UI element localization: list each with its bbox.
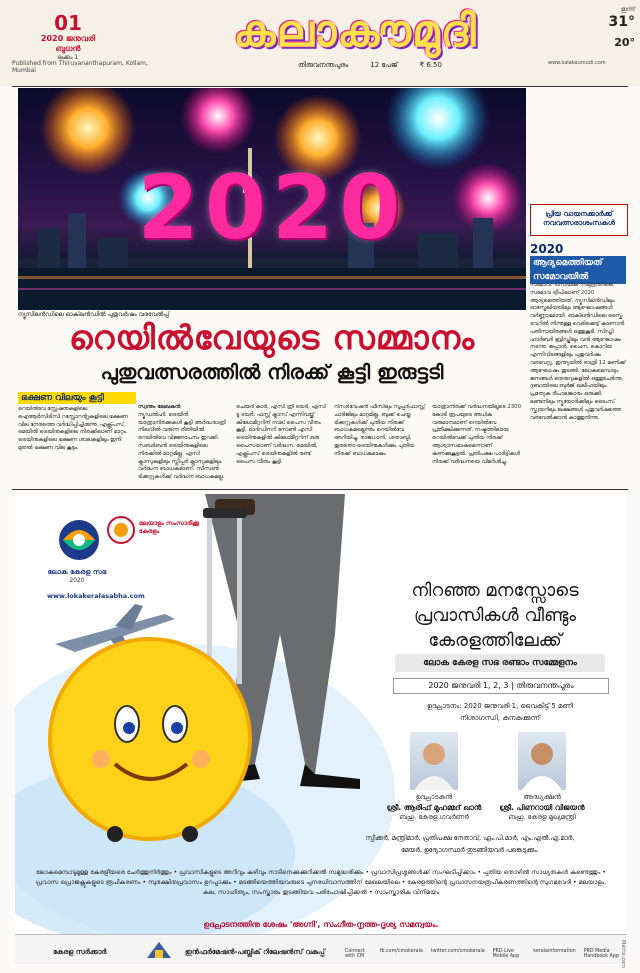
photo-caption: ന്യൂസിലൻഡിലെ ഓക്‌ലൻഡിൽ പുതുവർഷം വരവേൽപ്പ് (18, 311, 170, 318)
greeting-line-2: നവവത്സരാശംസകൾ (543, 219, 615, 227)
editions-line: Published from Thiruvananthapuram, Kollam, Mumbai (12, 60, 148, 74)
masthead-rule (12, 86, 628, 87)
social-link-3[interactable]: twitter.com/cmokerala (430, 949, 485, 954)
lks-logo-icon (55, 516, 103, 564)
side-story-title-1: ആദ്യമെത്തിയത് (530, 256, 626, 270)
govt-label: കേരള സർക്കാർ (53, 948, 107, 956)
side-story-title-2: സമോവയിൽ (530, 270, 626, 284)
social-link-6[interactable]: PRD Media Handbook App (583, 949, 619, 959)
seal-text: മലയാളം സംസാരിക്കൂ കേരളം (139, 520, 199, 535)
person2-label: അദ്ധ്യക്ഷൻ (523, 793, 561, 801)
social-link-1[interactable]: Connect with CM (345, 949, 365, 959)
story-column-4: റിസർവേഷൻ ഫീസിലും സൂപ്പർഫാസ്റ്റ് ചാർജിലും മാറ്റമില്ല. ബുക്ക് ചെയ്ത ടിക്കറ്റുകൾക്ക് പുതിയ നിരക്ക് ബാധകമല്ലെന്നും റെയിൽവേ അറിയിച്ചു. രാജധാനി, ശതാബ്ദി, തുരന്തോ ട്രെയിനുകൾക്കും പുതിയ നിരക്ക് ബാധകമാകും. (334, 404, 425, 457)
today-label: ഇന്ന് (621, 6, 635, 13)
city: തിരുവനന്തപുരം (298, 61, 349, 69)
story-column-2-text: ന്യൂഡൽഹി: ട്രെയിൻ യാത്രാനിരക്കുകൾ കൂട്ടി അർദ്ധരാത്രി നിലവിൽ വരുന്ന രീതിയിൽ റെയിൽവേ വിജ്ഞാപനം ഇറക്കി. സബർബൻ ട്രെയിനുകളിലെ നിരക്കിൽ മാറ്റമില്ല. എസി ക്ലാസുകളിലും സ്ലീപ്പർ ക്ലാസുകളിലും വർദ്ധന ബാധകമാണ്. സീസൺ ടിക്കറ്റുകൾക്ക് വർദ്ധന ബാധകമല്ല. (138, 411, 226, 481)
fireworks-photo (18, 88, 526, 310)
masthead-subline (180, 61, 560, 70)
ad-tagline: ഉദ്ഘാടനത്തിനു ശേഷം 'അഗ്നി', സംഗീത-നൃത്ത-ദൃശ്യ സമന്വയം. (203, 920, 439, 929)
social-links (345, 949, 625, 959)
governor-portrait (410, 732, 458, 790)
agency-credit: Matrix.com (620, 940, 626, 969)
story-column-1: റെയിൽവേ സ്റ്റേഷനുകളിലെ ഐആർസിടിസി റസ്റ്റോറന്റുകളിലെ ഭക്ഷണ വില നേരത്തെ വർദ്ധിപ്പിച്ചിരുന്നു. എക്സ്പ്രസ്, മെയിൽ ട്രെയിനുകളിലെ നിരക്കിലാണ് മാറ്റം. ട്രെയിനുകളിലെ ഭക്ഷണ ശാലകളിലും ഇനി മുതൽ ഭക്ഷണ വില കൂടും. (18, 406, 128, 451)
side-kicker: ഭക്ഷണ വിലയും കൂട്ടി (18, 392, 136, 404)
lks-advertisement (15, 494, 627, 964)
date-line: 2020 ജനുവരി (40, 34, 96, 43)
story-column-5: യാത്രാനിരക്ക് വർദ്ധനയിലൂടെ 2300 കോടി രൂപയുടെ അധിക വരുമാനമാണ് റെയിൽവേ പ്രതീക്ഷിക്കുന്നത്. നഷ്ടത്തിലായ റെയിൽവേക്ക് പുതിയ നിരക്ക് ആശ്വാസമാകുമെന്നാണ് കണക്കുകൂട്ടൽ. പ്രതിപക്ഷ പാർട്ടികൾ നിരക്ക് വർദ്ധനയെ വിമർശിച്ചു. (432, 404, 522, 465)
ad-bullets: ലോകമെമ്പാടുമുള്ള കേരളീയരെ ചേർത്തുനിർത്തും • പ്രവാസികളുടെ അറിവും കഴിവും നാടിനെക്കുക്കുറിക്കൽ സമുദ്ധരിക്കും • പ്രവാസിപ്രശ്നങ്ങൾക്ക് സംഘടിപ്പിക്കാം • പുതിയ തൊഴിൽ സാധ്യതകൾ കണ്ടെത്തും • പ്രവാസ പ്രൊജക്റ്റുകളുടെ രൂപീകരണം • സുരക്ഷിതപ്രവാസം ഉറപ്പാക്കും • മടങ്ങിയെത്തിയവരുടെ പുനരധിവാസത്തിന് മേഖലയിലെ • കേരളത്തിന്റെ പ്രവാസനയരൂപീകരണത്തിന്റെ സുഗമവേദി • മലയാളം, കല, സാഹിത്യം, സംസ്കാരം തുടങ്ങിയവ പരിപോഷിപ്പിക്കൽ • സാംസ്കാരിക വിനിമയം (35, 869, 607, 896)
ad-divider (12, 489, 628, 490)
ad-headline: നിറഞ്ഞ മനസ്സോടെ പ്രവാസികൾ വീണ്ടും കേരളത്തിലേക്ക് (411, 580, 579, 651)
state-emblem-icon (145, 940, 173, 960)
person1-label: ഉദ്ഘാടകൻ (415, 793, 453, 801)
price: ₹ 6.50 (419, 61, 442, 69)
day-number: 01 (54, 11, 82, 35)
ad-venue: നിശാഗന്ധി, കനകക്കുന്ന് (459, 714, 541, 722)
person-icon (518, 732, 566, 790)
page-count: 12 പേജ് (370, 61, 398, 69)
person1-role: ബഹു. കേരള ഗവർണർ (399, 813, 469, 821)
ad-guests-1: സ്പീക്കർ, മന്ത്രിമാർ, പ്രതിപക്ഷ നേതാവ്, എം.പി.മാർ, എം.എൽ.എ.മാർ, (365, 834, 575, 842)
weather-box (575, 6, 635, 49)
side-story-body: സമോവ: പസഫിക് സമുദ്രത്തിലെ സമോവ ദ്വീപിലാണ് 2020 ആദ്യമെത്തിയത്. ന്യൂസിലൻഡിലും ഓസ്ട്രേലിയയിലും ആഘോഷങ്ങൾ വർണ്ണാഭമായി. ഓക്‌ലൻഡിലെ സ്കൈ ടവറിൽ നിന്നുള്ള വെടിക്കെട്ട് കാണാൻ പതിനായിരങ്ങൾ ഒത്തുകൂടി. സിഡ്നി ഹാർബർ ബ്രിഡ്ജിലും വൻ ആഘോഷം നടന്നു. ജപ്പാൻ, ചൈന, കൊറിയ എന്നിവിടങ്ങളിലും പുതുവർഷം വരവേറ്റു. ഇന്ത്യയിൽ രാത്രി 12 മണിക്ക് ആഘോഷം തുടങ്ങി. ലോകമെമ്പാടും ജനങ്ങൾ തെരുവുകളിൽ ഒത്തുചേർന്നു. ദുബായിലെ ബുർജ് ഖലീഫയിലും പ്രത്യേക ദീപാലങ്കാരം ഒരുക്കി. ലണ്ടനിലും ന്യൂയോർക്കിലും ടൈംസ് സ്ക്വയറിലും ലക്ഷങ്ങൾ പുതുവർഷത്തെ വരവേൽക്കാൻ കാത്തുനിന്നു. (530, 282, 626, 421)
lks-logo-year: 2020 (69, 577, 85, 584)
social-link-2[interactable]: fb.com/cmokerala (379, 949, 423, 954)
website-url: www.kalakaumudi.com (548, 60, 606, 66)
byline: സ്വന്തം ലേഖകൻ (138, 404, 181, 410)
sub-headline: പുതുവത്സരത്തിൽ നിരക്ക് കൂട്ടി ഇരുട്ടടി (100, 360, 444, 384)
side-story-heading (530, 242, 626, 284)
newspaper-title: കലാകൗമുദി (233, 6, 477, 57)
department-label: ഇൻഫർമേഷൻ-പബ്ലിക് റിലേഷൻസ് വകുപ്പ് (185, 948, 325, 956)
ad-inauguration: ഉദ്ഘാടനം: 2020 ജനുവരി 1, വൈകിട്ട് 5 മണി (427, 702, 573, 710)
person1-name: ശ്രീ. ആരിഫ് മുഹമ്മദ് ഖാൻ (386, 803, 482, 812)
max-temperature: 31° (608, 14, 635, 30)
lks-logo-name: ലോക കേരള സഭ (47, 568, 107, 576)
year-2020-graphic: 2020 (137, 156, 407, 259)
person2-role: ബഹു. കേരള മുഖ്യമന്ത്രി (508, 813, 576, 821)
ad-guests-2: മേയർ, ഉദ്യോഗസ്ഥർ തുടങ്ങിയവർ പങ്കെടുക്കും. (401, 846, 539, 854)
social-link-4[interactable]: PRD Live Mobile App (492, 949, 520, 959)
main-headline: റെയിൽവേയുടെ സമ്മാനം (68, 318, 476, 357)
ad-dates: 2020 ജനുവരി 1, 2, 3 | തിരുവനന്തപുരം (393, 678, 609, 694)
greeting-box (530, 204, 628, 236)
ad-subtitle: ലോക കേരള സഭ രണ്ടാം സമ്മേളനം (395, 654, 605, 672)
story-column-2 (138, 404, 230, 484)
person2-name: ശ്രീ. പിണറായി വിജയൻ (499, 803, 585, 812)
cm-portrait (518, 732, 566, 790)
side-story-year: 2020 (530, 242, 564, 256)
weekday: ബുധൻ (55, 44, 81, 53)
malayalam-seal-icon (107, 516, 135, 544)
issue-number: ലക്കം 1 (57, 54, 79, 61)
story-column-3: ചെയർ കാർ, എസി ത്രീ ടയർ, എസി ടൂ ടയർ, ഫസ്റ്റ് ക്ലാസ് എന്നിവയ്ക്ക് കിലോമീറ്ററിന് നാല് പൈസ വീതം കൂട്ടി. ഓർഡിനറി നോൺ എസി ട്രെയിനുകളിൽ കിലോമീറ്ററിന് ഒരു പൈസയാണ് വർദ്ധന. മെയിൽ, എക്സ്പ്രസ് ട്രെയിനുകളിൽ രണ്ട് പൈസ വീതം കൂട്ടി. (236, 404, 326, 465)
date-box (18, 12, 118, 62)
smiley-suitcase-icon (50, 639, 250, 842)
ad-website[interactable]: www.lokakeralasabha.com (47, 592, 145, 600)
person-icon (410, 732, 458, 790)
social-link-5[interactable]: keralainformation (533, 949, 576, 954)
min-temperature: 20° (614, 36, 635, 49)
masthead (0, 0, 640, 86)
greeting-line-1: പ്രിയ വായനക്കാർക്ക് (545, 210, 613, 218)
